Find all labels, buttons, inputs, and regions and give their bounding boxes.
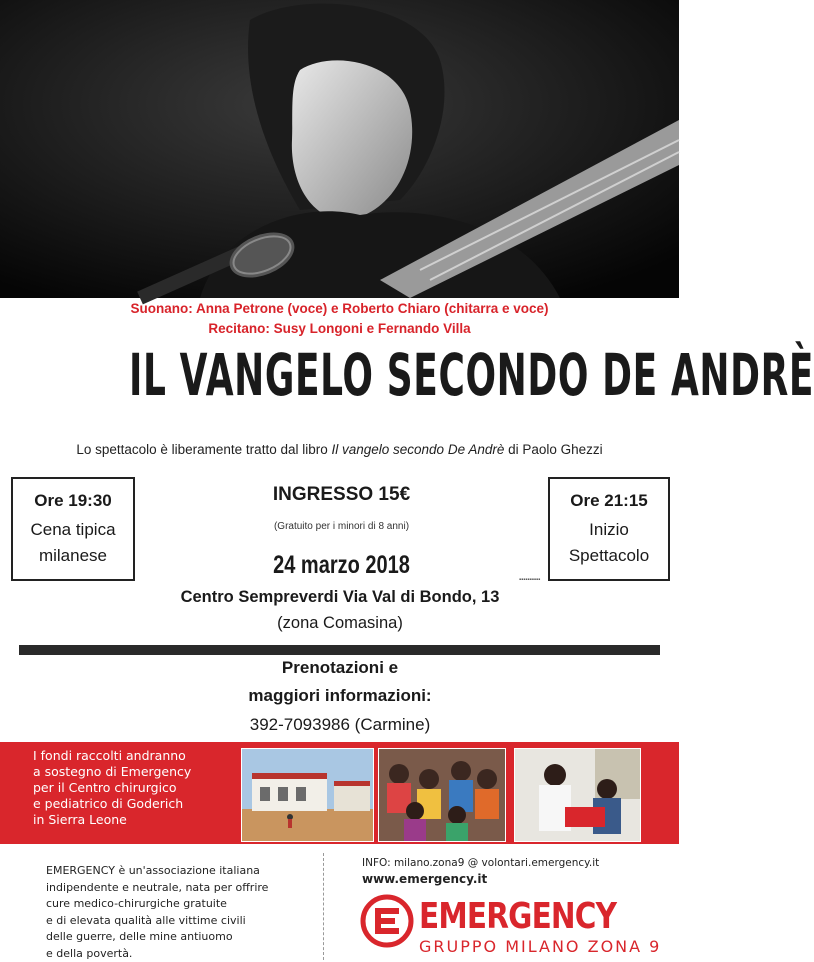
about-emergency [46, 863, 316, 962]
event-subtitle [0, 442, 679, 457]
about-line: indipendente e neutrale, nata per offrire [46, 880, 316, 897]
booking-phone: 392-7093986 (Carmine) [60, 715, 620, 735]
free-note: (Gratuito per i minori di 8 anni) [135, 521, 548, 532]
dinner-desc-line-1: Cena tipica [13, 517, 133, 543]
dashed-separator [323, 853, 324, 960]
fundraising-line: a sostegno di Emergency [33, 764, 233, 780]
book-title: Il vangelo secondo De Andrè [331, 442, 504, 457]
event-date: 24 marzo 2018 [176, 551, 506, 580]
hospital-photo [241, 748, 374, 842]
dinner-box [11, 477, 135, 581]
subtitle-after: di Paolo Ghezzi [504, 442, 602, 457]
event-title: IL VANGELO SECONDO DE ANDRÈ [129, 332, 550, 418]
website-link: www.emergency.it [362, 872, 487, 886]
about-line: e di elevata qualità alle vittime civili [46, 913, 316, 930]
about-line: delle guerre, delle mine antiuomo [46, 929, 316, 946]
about-line: e della povertà. [46, 946, 316, 962]
section-divider [19, 645, 660, 655]
show-box [548, 477, 670, 581]
dinner-desc [13, 517, 133, 569]
show-desc [550, 517, 668, 569]
venue-address: Centro Sempreverdi Via Val di Bondo, 13 [60, 588, 620, 607]
dinner-desc-line-2: milanese [13, 543, 133, 569]
ticket-price: INGRESSO 15€ [135, 484, 548, 506]
subtitle-before: Lo spettacolo è liberamente tratto dal libro [76, 442, 331, 457]
fundraising-line: I fondi raccolti andranno [33, 748, 233, 764]
info-email: INFO: milano.zona9 @ volontari.emergency.it [362, 857, 599, 869]
booking-heading-1: Prenotazioni e [60, 658, 620, 678]
hero-photo [0, 0, 679, 298]
emergency-logo-subtitle: GRUPPO MILANO ZONA 9 [419, 937, 661, 956]
fundraising-line: per il Centro chirurgico [33, 780, 233, 796]
emergency-logo-text: EMERGENCY [419, 896, 616, 937]
show-desc-line-2: Spettacolo [550, 543, 668, 569]
venue-zone: (zona Comasina) [60, 614, 620, 633]
about-line: EMERGENCY è un'associazione italiana [46, 863, 316, 880]
fundraising-line: e pediatrico di Goderich [33, 796, 233, 812]
decorative-dots: ▪▪▪▪▪▪▪▪▪▪ [519, 577, 540, 583]
fundraising-text [33, 748, 233, 828]
booking-heading-2: maggiori informazioni: [60, 686, 620, 706]
show-desc-line-1: Inizio [550, 517, 668, 543]
actors-credit: Recitano: Susy Longoni e Fernando Villa [0, 321, 679, 336]
children-photo [378, 748, 506, 842]
show-time: Ore 21:15 [550, 491, 668, 511]
clinic-photo [514, 748, 641, 842]
emergency-logo-icon [360, 894, 414, 948]
dinner-time: Ore 19:30 [13, 491, 133, 511]
fundraising-line: in Sierra Leone [33, 812, 233, 828]
about-line: cure medico-chirurgiche gratuite [46, 896, 316, 913]
musicians-credit: Suonano: Anna Petrone (voce) e Roberto Chiaro (chitarra e voce) [0, 301, 679, 316]
